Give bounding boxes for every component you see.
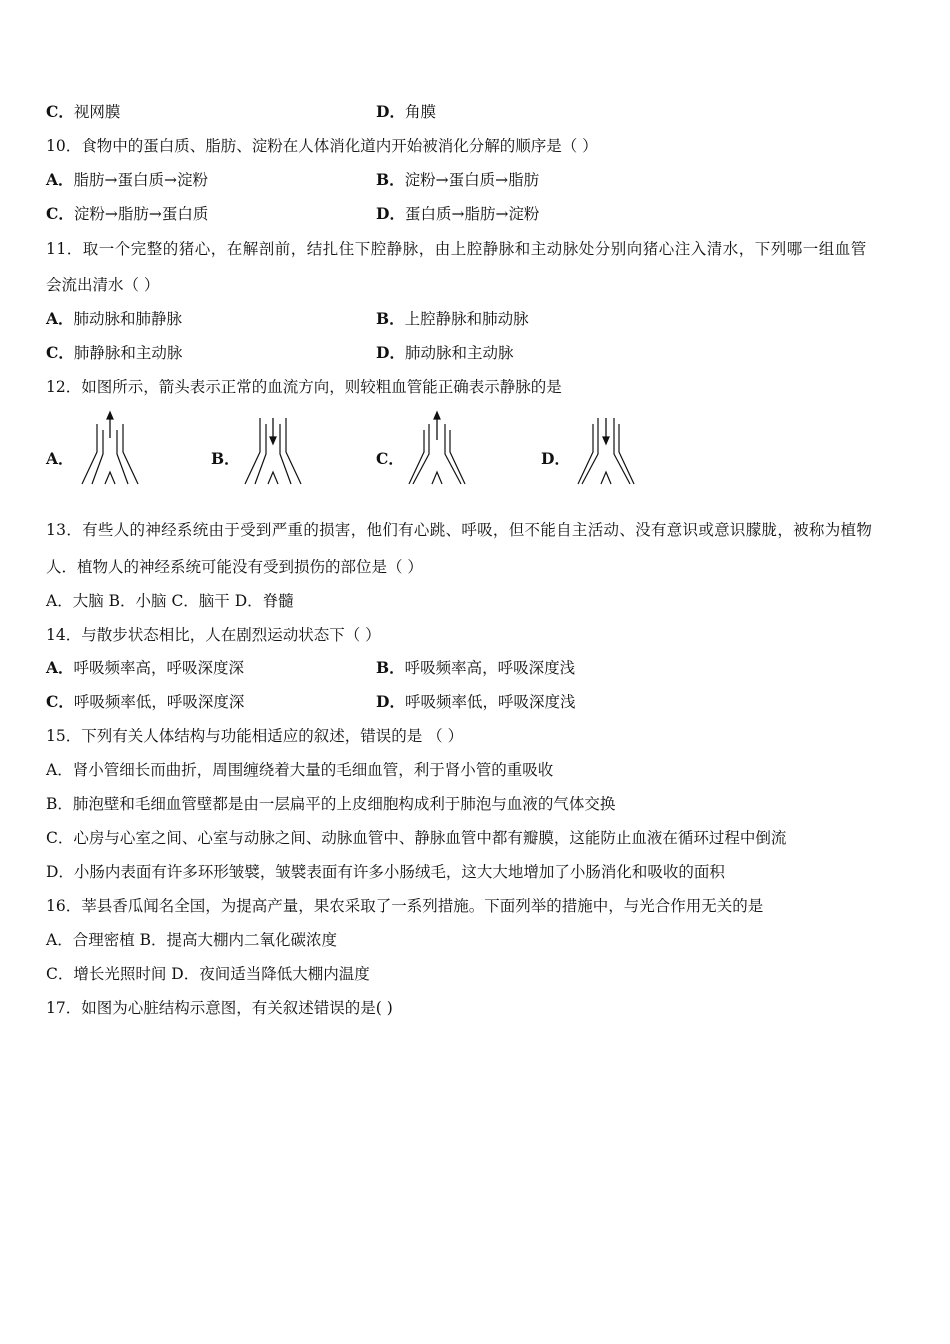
q16-stem: 16．莘县香瓜闻名全国，为提高产量，果农采取了一系列措施。下面列举的措施中，与光合作用无关的是 (46, 897, 764, 915)
q12-vessel-d-diagram (576, 410, 636, 486)
q11-option-b: B．上腔静脉和肺动脉 (376, 309, 529, 328)
q11-stem-line1: 11．取一个完整的猪心，在解剖前，结扎住下腔静脉，由上腔静脉和主动脉处分别向猪心注入清水，下列哪一组血管 (46, 240, 867, 258)
q15-option-a: A．肾小管细长而曲折，周围缠绕着大量的毛细血管，利于肾小管的重吸收 (46, 761, 554, 779)
q14-option-b: B．呼吸频率高，呼吸深度浅 (376, 658, 576, 677)
q13-options: A．大脑 B．小脑 C．脑干 D．脊髓 (46, 592, 294, 610)
q16-options-row1: A．合理密植 B．提高大棚内二氧化碳浓度 (46, 931, 338, 949)
q14-option-c: C．呼吸频率低，呼吸深度深 (46, 692, 245, 711)
q12-vessel-a-diagram (80, 410, 140, 486)
q10-stem: 10．食物中的蛋白质、脂肪、淀粉在人体消化道内开始被消化分解的顺序是（ ） (46, 137, 598, 155)
q12-figure-label-a: A． (46, 449, 74, 468)
q13-stem-line1: 13．有些人的神经系统由于受到严重的损害，他们有心跳、呼吸，但不能自主活动、没有意识或意识朦胧，被称为植物 (46, 521, 873, 539)
q16-options-row2: C．增长光照时间 D．夜间适当降低大棚内温度 (46, 965, 370, 983)
q14-option-d: D．呼吸频率低，呼吸深度浅 (376, 692, 576, 711)
q12-figure-label-d: D． (541, 449, 570, 468)
q10-option-d: D．蛋白质→脂肪→淀粉 (376, 204, 540, 223)
q10-option-c: C．淀粉→脂肪→蛋白质 (46, 204, 209, 223)
q12-stem: 12．如图所示，箭头表示正常的血流方向，则较粗血管能正确表示静脉的是 (46, 378, 562, 396)
q15-option-b: B．肺泡壁和毛细血管壁都是由一层扁平的上皮细胞构成利于肺泡与血液的气体交换 (46, 795, 616, 813)
q11-option-d: D．肺动脉和主动脉 (376, 343, 514, 362)
q12-figure-label-b: B． (211, 449, 240, 468)
q10-option-a: A．脂肪→蛋白质→淀粉 (46, 170, 209, 189)
q14-stem: 14．与散步状态相比，人在剧烈运动状态下（ ） (46, 626, 381, 644)
q12-figure-label-c: C． (376, 449, 404, 468)
q11-option-a: A．肺动脉和肺静脉 (46, 309, 183, 328)
q10-option-b: B．淀粉→蛋白质→脂肪 (376, 170, 540, 189)
q15-option-c: C．心房与心室之间、心室与动脉之间、动脉血管中、静脉血管中都有瓣膜，这能防止血液在循环过程中倒流 (46, 829, 787, 847)
q17-stem: 17．如图为心脏结构示意图，有关叙述错误的是( ) (46, 999, 393, 1017)
q12-vessel-c-diagram (407, 410, 467, 486)
q13-stem-line2: 人．植物人的神经系统可能没有受到损伤的部位是（ ） (46, 558, 423, 576)
q14-option-a: A．呼吸频率高，呼吸深度深 (46, 658, 245, 677)
q15-stem: 15．下列有关人体结构与功能相适应的叙述，错误的是 （ ） (46, 727, 464, 745)
q11-stem-line2: 会流出清水（ ） (46, 276, 160, 294)
q15-option-d: D．小肠内表面有许多环形皱襞，皱襞表面有许多小肠绒毛，这大大地增加了小肠消化和吸收的面积 (46, 863, 725, 881)
q11-option-c: C．肺静脉和主动脉 (46, 343, 183, 362)
q9-option-d: D．角膜 (376, 102, 436, 121)
q9-option-c: C．视网膜 (46, 102, 121, 121)
q12-vessel-b-diagram (243, 410, 303, 486)
